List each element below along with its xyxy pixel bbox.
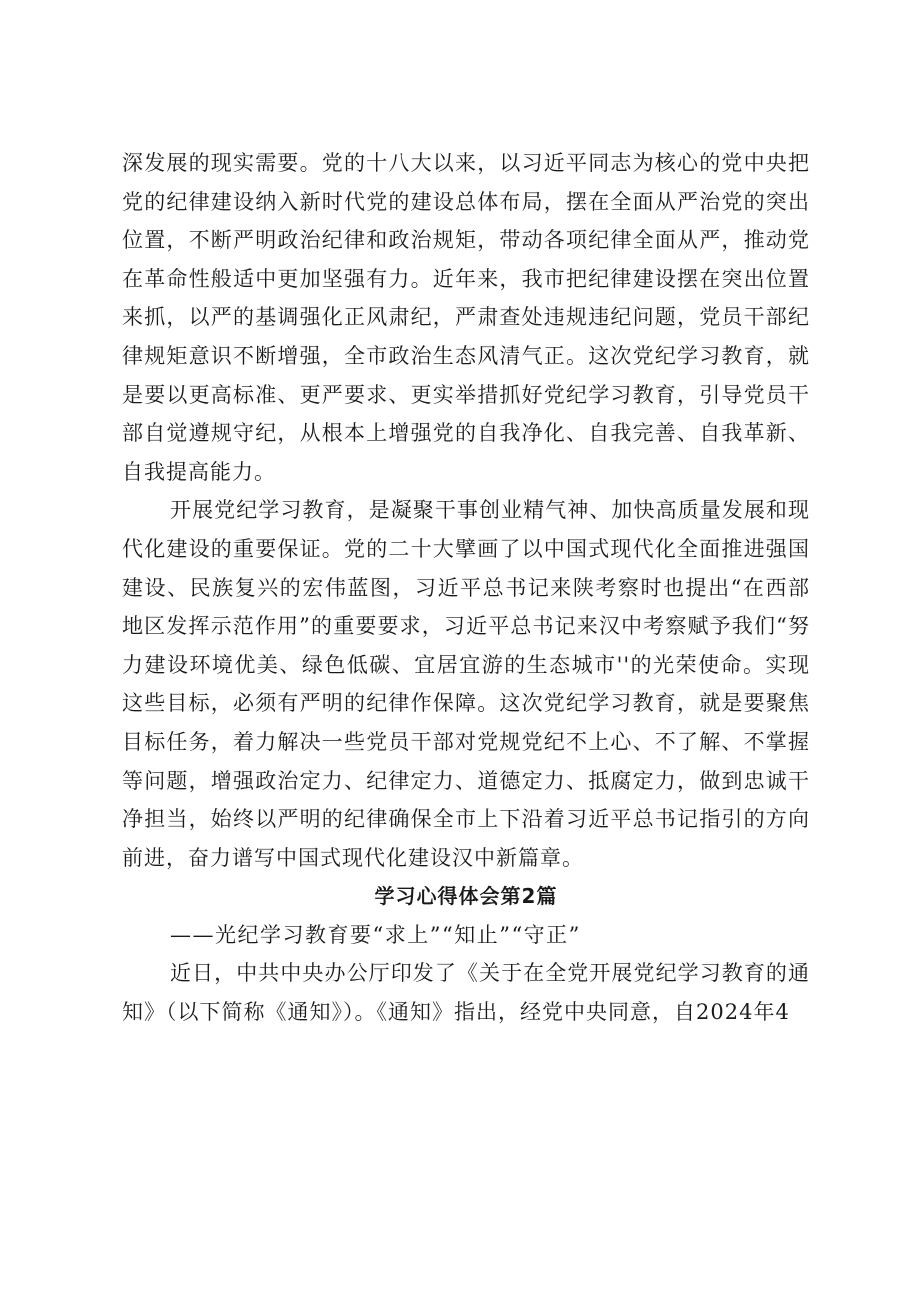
paragraph-continuation: 深发展的现实需要。党的十八大以来，以习近平同志为核心的党中央把党的纪律建设纳入新时代党的建设总体布局，摆在全面从严治党的突出位置，不断严明政治纪律和政治规矩，带动各项纪律全面从严，推动党在革命性般适中更加坚强有力。近年来，我市把纪律建设摆在突出位置来抓，以严的基调强化正风肃纪，严肃查处违规违纪问题，党员干部纪律规矩意识不断增强，全市政治生态风清气正。这次党纪学习教育，就是要以更高标准、更严要求、更实举措抓好党纪学习教育，引导党员干部自觉遵规守纪，从根本上增强党的自我净化、自我完善、自我革新、自我提高能力。 (122, 151, 810, 484)
section-subtitle: ——光纪学习教育要“求上”“知止”“守正” (170, 922, 581, 947)
paragraph-notice: 近日，中共中央办公厅印发了《关于在全党开展党纪学习教育的通知》（以下简称《通知》）。《通知》指出，经党中央同意，自2024年4 (122, 961, 810, 1025)
document-body (122, 144, 810, 1032)
section-title: 学习心得体会第2篇 (374, 884, 558, 909)
paragraph-party-discipline-education: 开展党纪学习教育，是凝聚干事创业精气神、加快高质量发展和现代化建设的重要保证。党的二十大擘画了以中国式现代化全面推进强国建设、民族复兴的宏伟蓝图，习近平总书记来陕考察时也提出“在西部地区发挥示范作用”的重要要求，习近平总书记来汉中考察赋予我们“努力建设环境优美、绿色低碳、宜居宜游的生态城市''的光荣使命。实现这些目标，必须有严明的纪律作保障。这次党纪学习教育，就是要聚焦目标任务，着力解决一些党员干部对党规党纪不上心、不了解、不掌握等问题，增强政治定力、纪律定力、道德定力、抵腐定力，做到忠诚干净担当，始终以严明的纪律确保全市上下沿着习近平总书记指引的方向前进，奋力谱写中国式现代化建设汉中新篇章。 (122, 498, 810, 870)
